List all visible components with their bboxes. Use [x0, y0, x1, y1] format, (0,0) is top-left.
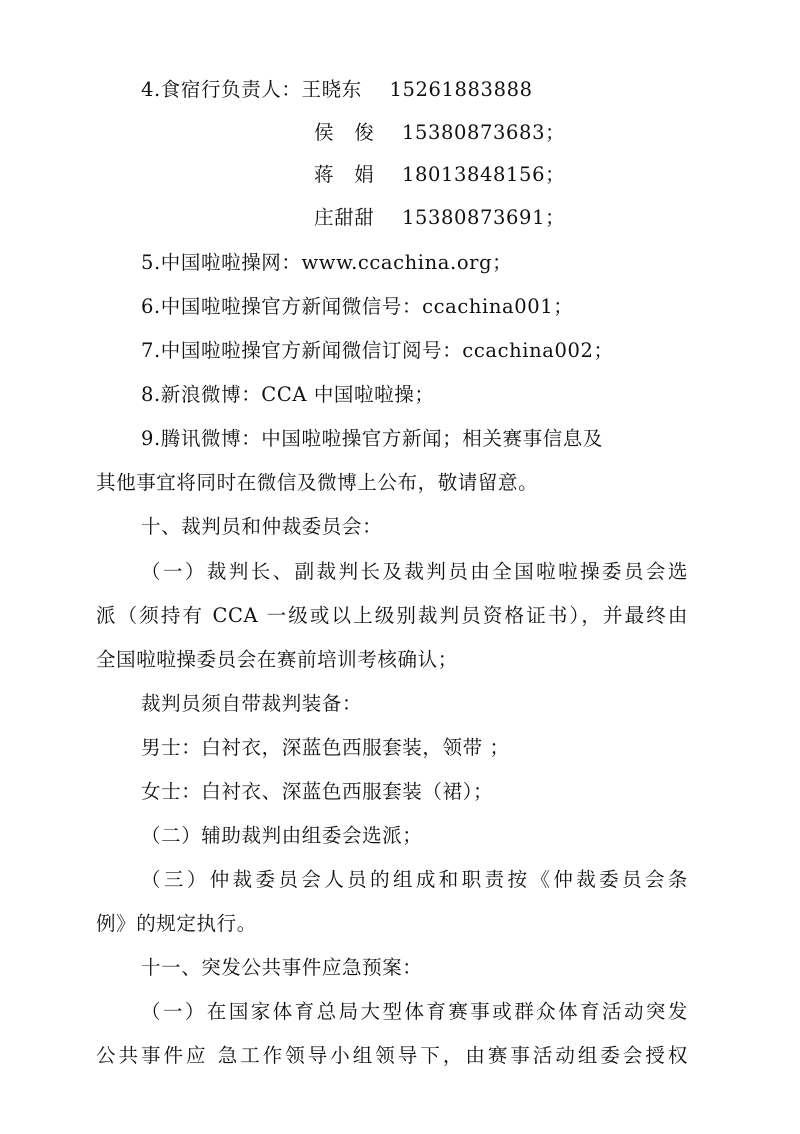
contact-phone: 15261883888	[389, 78, 533, 101]
contact-phone: 15380873683；	[402, 121, 566, 144]
paragraph-line: 例》的规定执行。	[96, 912, 257, 935]
paragraph-line: 全国啦啦操委员会在赛前培训考核确认；	[96, 648, 458, 671]
equipment-female: 女士：白衬衣、深蓝色西服套装（裙）；	[141, 780, 494, 803]
contact-name: 庄甜甜	[314, 206, 375, 229]
paragraph-text: （三）仲裁委员会人员的组成和职责按《仲裁委员会条	[141, 868, 688, 891]
info-item-continuation: 其他事宜将同时在微信及微博上公布，敬请留意。	[96, 471, 539, 494]
equipment-male: 男士：白衬衣，深蓝色西服套装，领带 ；	[141, 736, 510, 759]
paragraph-line: （二）辅助裁判由组委会选派；	[141, 824, 423, 847]
paragraph-line	[141, 998, 688, 1026]
contact-row	[314, 161, 565, 189]
info-item-wechat: 6.中国啦啦操官方新闻微信号：ccachina001；	[141, 295, 574, 318]
info-item-sina-weibo: 8.新浪微博：CCA 中国啦啦操；	[141, 383, 435, 406]
contact-name: 王晓东	[301, 78, 362, 101]
equipment-title: 裁判员须自带裁判装备：	[141, 692, 363, 715]
paragraph-line	[141, 558, 688, 586]
paragraph-text: （一）在国家体育总局大型体育赛事或群众体育活动突发	[141, 1000, 688, 1023]
paragraph-line	[96, 602, 688, 630]
contact-phone: 18013848156；	[402, 163, 566, 186]
paragraph-text: 公共事件应 急工作领导小组领导下，由赛事活动组委会授权	[96, 1044, 688, 1067]
info-item-wechat-subscription: 7.中国啦啦操官方新闻微信订阅号：ccachina002；	[141, 339, 614, 362]
contact-phone: 15380873691；	[402, 206, 566, 229]
info-item-tencent-weibo: 9.腾讯微博：中国啦啦操官方新闻；相关赛事信息及	[141, 427, 604, 450]
contact-label: 4.食宿行负责人：	[141, 78, 302, 101]
paragraph-line	[141, 866, 688, 894]
contact-row	[314, 119, 565, 147]
contact-name: 蒋 娟	[314, 163, 375, 186]
info-item-website: 5.中国啦啦操网：www.ccachina.org；	[141, 251, 513, 274]
paragraph-text: 派（须持有 CCA 一级或以上级别裁判员资格证书），并最终由	[96, 604, 688, 627]
contact-name: 侯 俊	[314, 121, 375, 144]
contact-row	[314, 204, 565, 232]
paragraph-text: （一）裁判长、副裁判长及裁判员由全国啦啦操委员会选	[141, 560, 688, 583]
paragraph-line	[96, 1042, 688, 1070]
section-heading: 十一、突发公共事件应急预案：	[141, 956, 423, 979]
contact-row	[141, 76, 533, 104]
section-heading: 十、裁判员和仲裁委员会：	[141, 515, 383, 538]
